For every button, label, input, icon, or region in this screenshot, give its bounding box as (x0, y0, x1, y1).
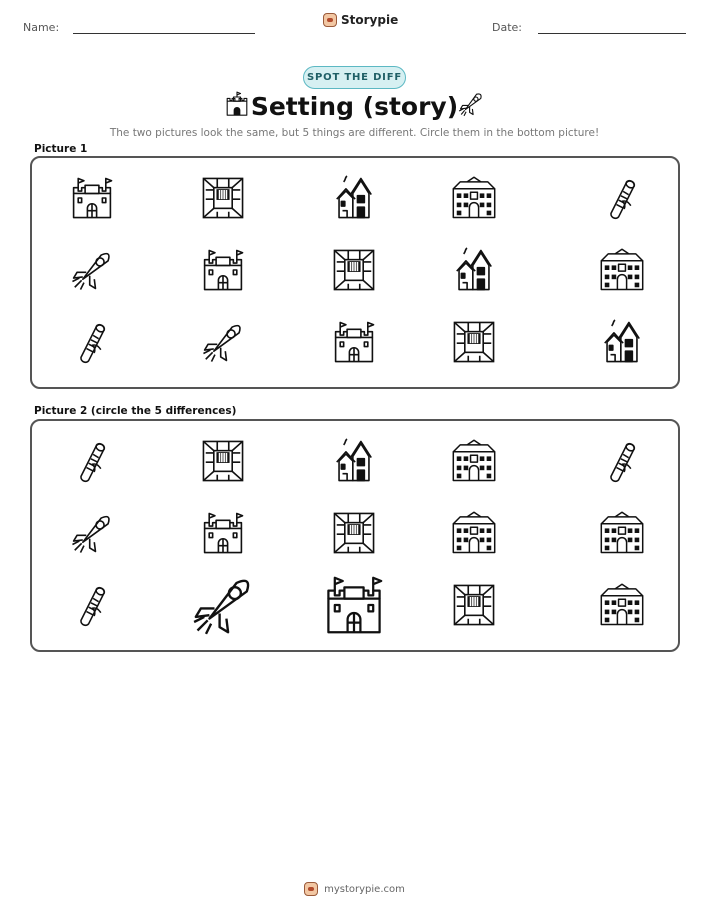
dungeon-window-icon[interactable] (200, 438, 246, 484)
picture1-label: Picture 1 (34, 143, 88, 155)
school-building-icon[interactable] (451, 510, 497, 556)
school-building-icon[interactable] (451, 438, 497, 484)
castle-icon (331, 319, 377, 365)
dungeon-window-icon (331, 247, 377, 293)
dungeon-window-icon (200, 175, 246, 221)
haunted-house-icon (451, 247, 497, 293)
brand-name: Storypie (341, 13, 399, 27)
footer (0, 882, 709, 896)
scroll-icon (600, 176, 644, 220)
picture1-panel (30, 156, 680, 389)
picture2-label: Picture 2 (circle the 5 differences) (34, 405, 237, 417)
storypie-logo-icon (304, 882, 318, 896)
name-line[interactable] (73, 33, 255, 34)
date-label: Date: (492, 21, 522, 34)
footer-url[interactable]: mystorypie.com (324, 883, 405, 895)
dungeon-window-icon[interactable] (451, 582, 497, 628)
school-building-icon[interactable] (599, 582, 645, 628)
school-building-icon (451, 175, 497, 221)
name-label: Name: (23, 21, 60, 34)
spot-the-diff-badge: SPOT THE DIFF (303, 66, 406, 89)
scroll-icon (70, 320, 114, 364)
page-title: Setting (story) (250, 92, 459, 121)
castle-icon (200, 247, 246, 293)
school-building-icon[interactable] (599, 510, 645, 556)
rocket-icon (200, 319, 246, 365)
haunted-house-icon[interactable] (331, 438, 377, 484)
rocket-icon[interactable] (189, 571, 257, 639)
instructions: The two pictures look the same, but 5 things are different. Circle them in the bottom picture! (109, 127, 600, 139)
scroll-icon[interactable] (600, 439, 644, 483)
date-line[interactable] (538, 33, 686, 34)
haunted-house-icon (599, 319, 645, 365)
castle-icon[interactable] (322, 573, 386, 637)
castle-icon (69, 175, 115, 221)
rocket-icon[interactable] (69, 510, 115, 556)
haunted-house-icon (331, 175, 377, 221)
scroll-icon[interactable] (70, 583, 114, 627)
castle-icon[interactable] (200, 510, 246, 556)
school-building-icon (599, 247, 645, 293)
dungeon-window-icon (451, 319, 497, 365)
rocket-icon (457, 90, 485, 122)
picture2-panel[interactable] (30, 419, 680, 652)
storypie-logo-icon (323, 13, 337, 27)
scroll-icon[interactable] (70, 439, 114, 483)
dungeon-window-icon[interactable] (331, 510, 377, 556)
rocket-icon (69, 247, 115, 293)
brand (323, 13, 398, 27)
